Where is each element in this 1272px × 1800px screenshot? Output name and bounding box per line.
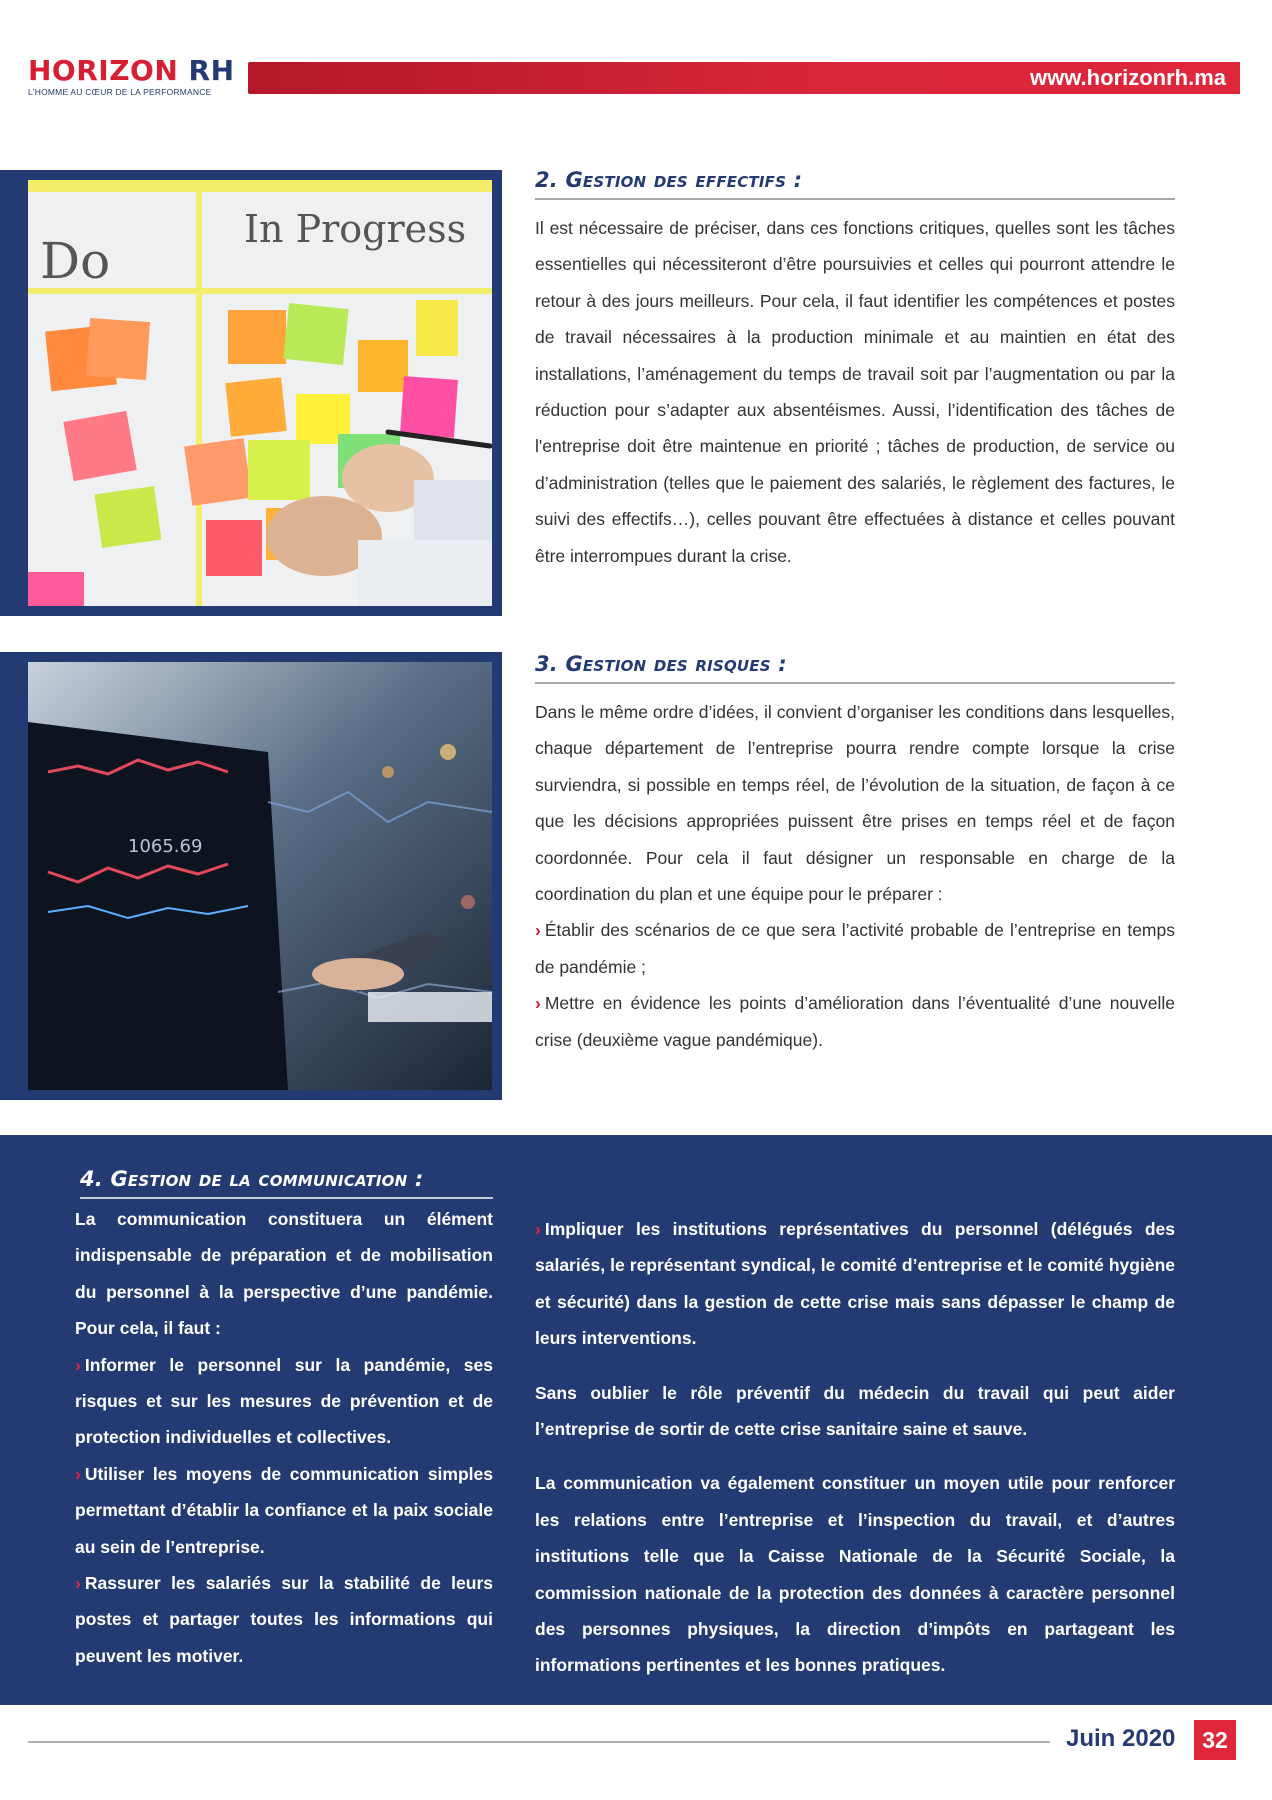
- section-3-rule: [535, 682, 1175, 684]
- board-heading-do: Do: [40, 232, 111, 290]
- logo-wordmark: [28, 56, 235, 86]
- logo-horizon: HORIZON: [28, 54, 179, 87]
- page-number: 32: [1194, 1720, 1236, 1760]
- section-communication-left: [75, 1167, 493, 1674]
- section-2-paragraph: Il est nécessaire de préciser, dans ces fonctions critiques, quelles sont les tâches essentielles qui nécessiteront d’être poursuivies et celles qui pourront attendre le retour à des jours meilleurs. Pour cela, il faut identifier les compétences et postes de travail nécessaires à la production minimale et au maintien en état des installations, l’aménagement du temps de travail soit par l’augmentation ou par la réduction pour s’adapter aux absentéismes. Aussi, l’identification des tâches de l'entreprise doit être maintenue en priorité ; tâches de production, de service ou d’administration (telles que le paiement des salariés, le règlement des factures, le suivi des effectifs…), celles pouvant être effectuées à distance et celles pouvant être interrompues durant la crise.: [535, 218, 1175, 566]
- kanban-illustration: [28, 180, 492, 606]
- section-3-paragraph: Dans le même ordre d’idées, il convient d’organiser les conditions dans lesquelles, chaque département de l’entreprise pourra rendre compte lorsque la crise surviendra, si possible en temps réel, de l’évolution de la situation, de façon à ce que les décisions appropriées puissent être prises en temps réel et de façon coordonnée. Pour cela il faut désigner un responsable en charge de la coordination du plan et une équipe pour le préparer :: [535, 702, 1175, 905]
- bullet-text: Impliquer les institutions représentatives du personnel (délégués des salariés, le représentant syndical, le comité d’entreprise et le comité hygiène et sécurité) dans la gestion de cette crise mais sans dépasser le champ de leurs interventions.: [535, 1219, 1175, 1349]
- section-gestion-risques: [535, 652, 1175, 1058]
- section-4-paragraph-2: Sans oublier le rôle préventif du médecin du travail qui peut aider l’entreprise de sortir de cette crise sanitaire saine et sauve.: [535, 1382, 1175, 1440]
- section-4-bullet-right: [535, 1211, 1175, 1357]
- kanban-board-photo: [0, 170, 502, 616]
- brand-logo: [28, 56, 235, 97]
- logo-rh: RH: [188, 54, 235, 87]
- website-link[interactable]: www.horizonrh.ma: [1030, 65, 1226, 90]
- chevron-right-icon: ›: [535, 993, 541, 1014]
- section-2-title: 2. Gestion des effectifs :: [535, 168, 803, 192]
- section-4-rule: [80, 1197, 493, 1199]
- screen-value: 1065.69: [128, 836, 203, 857]
- section-communication-right: [535, 1211, 1175, 1684]
- section-2-rule: [535, 198, 1175, 200]
- section-4-intro: La communication constituera un élément indispensable de préparation et de mobilisation du personnel à la perspective d’une pandémie. Pour cela, il faut :: [75, 1209, 493, 1339]
- trading-screen-photo: [0, 652, 502, 1100]
- section-4-bullet: [75, 1565, 493, 1674]
- bullet-text: Utiliser les moyens de communication simples permettant d’établir la confiance et la paix sociale au sein de l’entreprise.: [75, 1463, 493, 1557]
- section-4-paragraph-3: La communication va également constituer un moyen utile pour renforcer les relations entre l’entreprise et l’inspection du travail, et d’autres institutions telle que la Caisse Nationale de la Sécurité Sociale, la commission nationale de la protection des données à caractère personnel des personnes physiques, la direction d’impôts en partageant les informations pertinentes et les bonnes pratiques.: [535, 1473, 1175, 1676]
- bullet-text: Mettre en évidence les points d’amélioration dans l’éventualité d’une nouvelle crise (deuxième vague pandémique).: [535, 993, 1175, 1050]
- issue-date: Juin 2020: [1066, 1725, 1176, 1752]
- communication-band: [0, 1135, 1272, 1705]
- section-4-title: 4. Gestion de la communication :: [80, 1167, 424, 1191]
- chevron-right-icon: ›: [535, 920, 541, 941]
- section-3-bullet: [535, 912, 1175, 985]
- section-4-bullet: [75, 1347, 493, 1456]
- section-3-title: 3. Gestion des risques :: [535, 652, 787, 676]
- bullet-text: Rassurer les salariés sur la stabilité de leurs postes et partager toutes les informations qui peuvent les motiver.: [75, 1573, 493, 1666]
- logo-tagline: L'HOMME AU CŒUR DE LA PERFORMANCE: [28, 87, 212, 97]
- section-3-bullet: [535, 985, 1175, 1058]
- trading-illustration: [28, 662, 492, 1090]
- board-heading-in-progress: In Progress: [244, 207, 467, 251]
- chevron-right-icon: ›: [535, 1219, 541, 1239]
- bullet-text: Informer le personnel sur la pandémie, ses risques et sur les mesures de prévention et de protection individuelles et collectives.: [75, 1354, 493, 1448]
- header-bar: [248, 62, 1240, 94]
- chevron-right-icon: ›: [75, 1463, 81, 1484]
- chevron-right-icon: ›: [75, 1573, 81, 1594]
- chevron-right-icon: ›: [75, 1354, 81, 1375]
- bullet-text: Établir des scénarios de ce que sera l’activité probable de l’entreprise en temps de pandémie ;: [535, 920, 1175, 977]
- section-4-bullet: [75, 1456, 493, 1565]
- section-gestion-effectifs: [535, 168, 1175, 574]
- footer-rule: [28, 1741, 1050, 1743]
